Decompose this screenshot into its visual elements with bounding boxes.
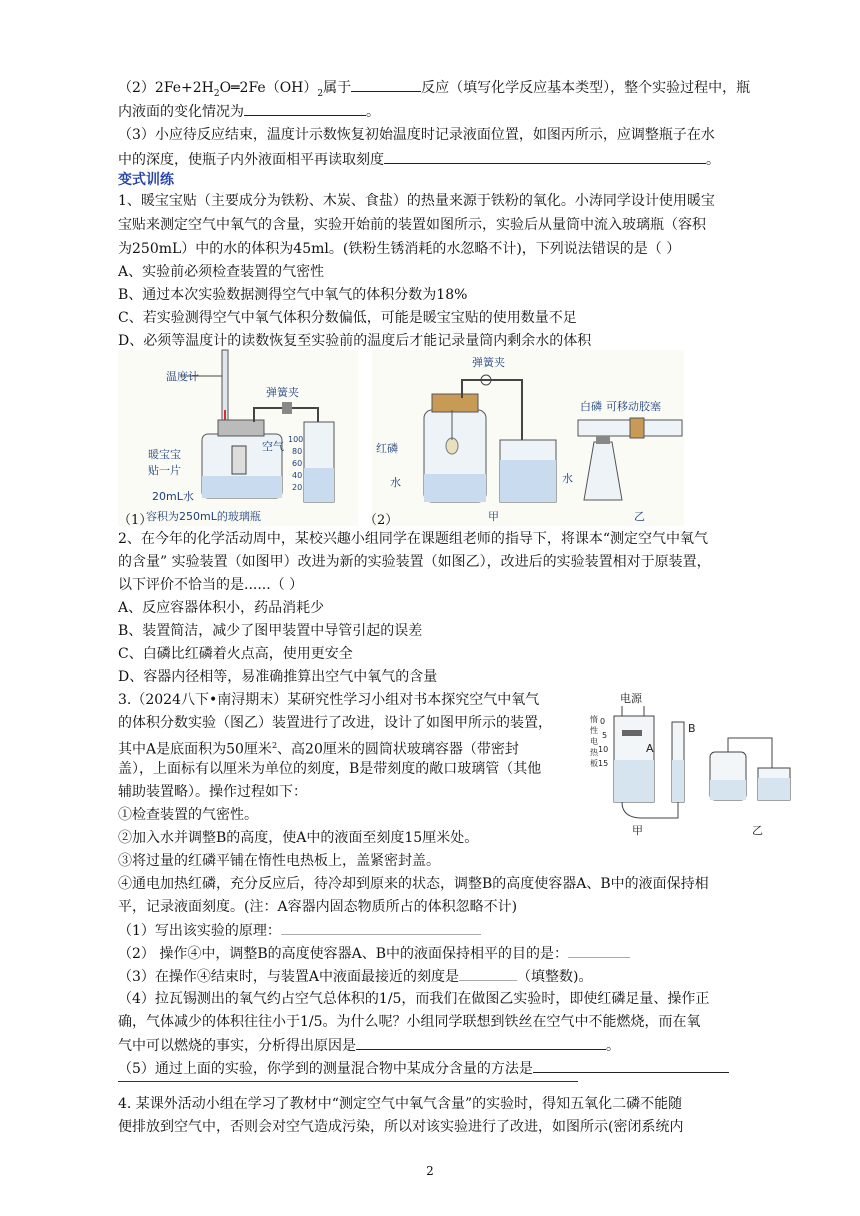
svg-text:0: 0 (600, 717, 606, 726)
q2-line2: 的含量” 实验装置（如图甲）改进为新的实验装置（如图乙），改进后的实验装置相对于原装置， (118, 554, 711, 570)
q3-line3: 其中A是底面积为50厘米$^2$、高20厘米的圆筒状玻璃容器（带密封 (118, 741, 519, 758)
label-fig-jia: 甲 (488, 510, 499, 523)
answer-blank[interactable] (281, 920, 481, 935)
q1-line2: 宝贴来测定空气中氧气的含量，实验开始前的装置如图所示，实验后从量筒中流入玻璃瓶（容积 (118, 217, 706, 233)
label-one-sheet: 贴一片 (148, 464, 181, 477)
q3-sub4a: （4）拉瓦锡测出的氧气约占空气总体积的1/5，而我们在做图乙实验时，即使红磷足量、操作正 (118, 991, 710, 1007)
figure-warm-pad-apparatus (118, 350, 358, 526)
label-red-phosphorus: 红磷 (376, 442, 398, 455)
label-spring-clip-2: 弹簧夹 (472, 356, 505, 369)
q2-option-b: B、装置简洁，减少了图甲装置中导管引起的误差 (118, 623, 423, 639)
label-spring-clip: 弹簧夹 (266, 386, 299, 399)
svg-text:80: 80 (292, 447, 303, 456)
answer-blank[interactable] (568, 943, 630, 958)
svg-text:性: 性 (590, 726, 598, 735)
label-a: A (646, 742, 654, 755)
svg-text:15: 15 (598, 759, 609, 768)
q3-text-line1: （3）小应待反应结束，温度计示数恢复初始温度时记录液面位置，如图丙所示，应调整瓶子在水 (118, 127, 715, 143)
section-title: 变式训练 (118, 172, 174, 188)
figure-1-caption: （1） (118, 513, 153, 528)
q2-option-a: A、反应容器体积小，药品消耗少 (118, 600, 325, 616)
svg-text:40: 40 (292, 471, 303, 480)
svg-text:板: 板 (590, 759, 598, 768)
label-water-right: 水 (562, 472, 573, 485)
answer-blank[interactable] (244, 101, 366, 116)
q3-line2: 的体积分数实验（图乙）装置进行了改进，设计了如图甲所示的装置， (118, 715, 552, 731)
answer-line[interactable] (118, 1081, 578, 1082)
answer-blank[interactable] (351, 77, 421, 92)
answer-blank[interactable] (356, 1035, 606, 1050)
q3-sub4b: 确，气体减少的体积往往小于1/5。为什么呢？小组同学联想到铁丝在空气中不能燃烧，而在氧 (118, 1014, 701, 1030)
q3-step4a: ④通电加热红磷，充分反应后，待冷却到原来的状态，调整B的高度使容器A、B中的液面保持相 (118, 876, 709, 892)
q3-sub5: （5）通过上面的实验，你学到的测量混合物中某成分含量的方法是 (118, 1058, 729, 1079)
q2-text-line1: $(2)2Fe+2H_2O═2Fe(OH)_2$属于 反应（填写化学反应基本类型），整个实验过程中，瓶 (118, 77, 750, 104)
q3-step3: ③将过量的红磷平铺在惰性电热板上，盖紧密封盖。 (118, 853, 440, 869)
q2-option-c: C、白磷比红磷着火点高，使用更安全 (118, 646, 353, 662)
q1-option-b: B、通过本次实验数据测得空气中氧气的体积分数为18% (118, 287, 468, 303)
q1-option-a: A、实验前必须检查装置的气密性 (118, 264, 325, 280)
q4-line2: 便排放到空气中，否则会对空气造成污染，所以对该实验进行了改进，如图所示(密闭系统内 (118, 1119, 684, 1135)
q3-sub1: （1）写出该实验的原理： (118, 920, 481, 941)
q2-option-d: D、容器内径相等，易准确推算出空气中氧气的含量 (118, 669, 438, 685)
svg-text:100: 100 (288, 435, 304, 444)
q2-line1: 2、在今年的化学活动周中，某校兴趣小组同学在课题组老师的指导下，将课本“测定空气中氧气 (118, 531, 709, 547)
label-fig-yi: 乙 (634, 510, 645, 523)
label-thermometer: 温度计 (166, 370, 199, 383)
q3-step1: ①检查装置的气密性。 (118, 807, 258, 823)
q3-step2: ②加入水并调整B的高度，使A中的液面至刻度15厘米处。 (118, 830, 479, 846)
label-air: 空气 (262, 440, 284, 453)
label-white-phosphorus: 白磷 (580, 400, 602, 413)
q3-sub3: （3）在操作④结束时，与装置A中液面最接近的刻度是 （填整数)。 (118, 966, 593, 987)
q3-step4b: 平，记录液面刻度。(注：A容器内固态物质所占的体积忽略不计) (118, 899, 518, 915)
page-number: 2 (426, 1164, 434, 1178)
label-warm-pad: 暖宝宝 (148, 448, 181, 461)
answer-blank[interactable] (384, 149, 706, 164)
svg-text:10: 10 (598, 745, 609, 754)
figure-red-phosphorus-apparatus (372, 350, 684, 526)
svg-text:20: 20 (292, 483, 303, 492)
label-water-left: 水 (390, 476, 401, 489)
q1-line1: 1、暖宝宝贴（主要成分为铁粉、木炭、食盐）的热量来源于铁粉的氧化。小涛同学设计使用暖宝 (118, 193, 715, 209)
q1-option-c: C、若实验测得空气中氧气体积分数偏低，可能是暖宝宝贴的使用数量不足 (118, 310, 577, 326)
q3-line5: 辅助装置略）。操作过程如下： (118, 784, 307, 800)
figure-2-caption: （2） (364, 513, 399, 528)
answer-blank[interactable] (459, 966, 517, 981)
q2-text-line2: 内液面的变化情况为 。 (118, 101, 380, 122)
label-fig3-jia: 甲 (632, 824, 643, 837)
q2-line3: 以下评价不恰当的是......（ ） (118, 577, 304, 593)
q3-line4: 盖），上面标有以厘米为单位的刻度，B是带刻度的敞口玻璃管（其他 (118, 761, 542, 777)
label-power: 电源 (620, 692, 642, 705)
figure-electric-heating-apparatus (592, 688, 798, 838)
label-fig3-yi: 乙 (752, 824, 763, 837)
svg-text:电: 电 (590, 737, 598, 746)
answer-blank[interactable] (533, 1058, 729, 1073)
q1-line3: 为250mL）中的水的体积为45ml。(铁粉生锈消耗的水忽略不计)，下列说法错误的是（ ） (118, 241, 681, 257)
svg-text:5: 5 (602, 731, 608, 740)
svg-text:热: 热 (590, 748, 598, 757)
label-movable-plug: 可移动胶塞 (606, 400, 661, 413)
label-b: B (688, 722, 696, 735)
q3-sub2: （2） 操作④中，调整B的高度使容器A、B中的液面保持相平的目的是： (118, 943, 630, 964)
svg-text:60: 60 (292, 459, 303, 468)
label-bottle-volume: 容积为250mL的玻璃瓶 (146, 510, 261, 523)
q3-sub4c: 气中可以燃烧的事实，分析得出原因是 。 (118, 1035, 620, 1056)
q3-line1: 3.（2024八下•南浔期末）某研究性学习小组对书本探究空气中氧气 (118, 692, 540, 708)
label-20ml-water: 20mL水 (152, 490, 194, 503)
q1-option-d: D、必须等温度计的读数恢复至实验前的温度后才能记录量筒内剩余水的体积 (118, 333, 592, 349)
svg-text:惰: 惰 (590, 715, 598, 724)
q3-text-line2: 中的深度，使瓶子内外液面相平再读取刻度 。 (118, 149, 720, 170)
q4-line1: 4. 某课外活动小组在学习了教材中“测定空气中氧气含量”的实验时，得知五氧化二磷不能随 (118, 1096, 683, 1112)
